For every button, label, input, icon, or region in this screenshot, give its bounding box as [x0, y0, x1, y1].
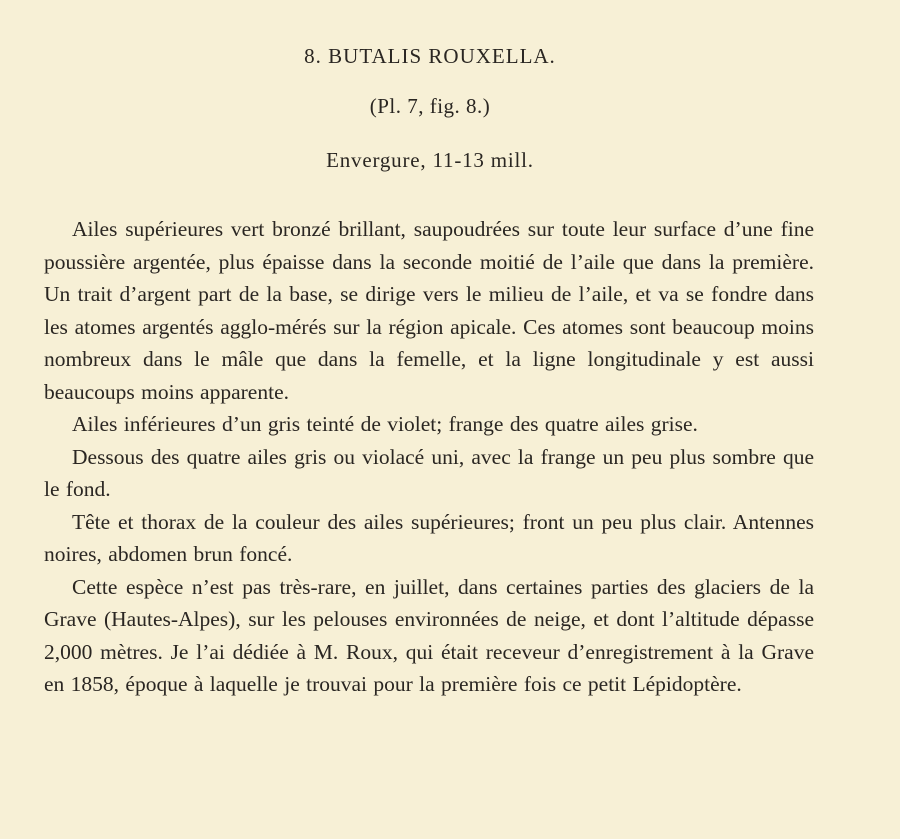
- plate-reference: (Pl. 7, fig. 8.): [369, 94, 491, 118]
- paragraph-underside: Dessous des quatre ailes gris ou violacé uni, avec la frange un peu plus sombre que le fond.: [44, 444, 814, 501]
- wingspan-line: Envergure, 11-13 mill.: [326, 148, 534, 172]
- paragraph-lower-wings: Ailes inférieures d’un gris teinté de violet; frange des quatre ailes grise.: [72, 412, 698, 436]
- paragraph-upper-wings: Ailes supérieures vert bronzé brillant, saupoudrées sur toute leur surface d’une fine poussière argentée, plus épaisse dans la seconde moitié de l’aile que dans la première. Un trait d’argent part de la base, se dirige vers le milieu de l’aile, et va se fondre dans les atomes argentés agglo-mérés sur la région apicale. Ces atomes sont beaucoup moins nombreux dans le mâle que dans la femelle, et la ligne longitudinale y est aussi beaucoups moins apparente.: [44, 217, 814, 404]
- description-body: [44, 213, 814, 701]
- paragraph-head-thorax: Tête et thorax de la couleur des ailes supérieures; front un peu plus clair. Antennes noires, abdomen brun foncé.: [44, 509, 814, 566]
- species-title: 8. BUTALIS ROUXELLA.: [304, 44, 556, 68]
- paragraph-habitat: Cette espèce n’est pas très-rare, en juillet, dans certaines parties des glaciers de la Grave (Hautes-Alpes), sur les pelouses environnées de neige, et dont l’altitude dépasse 2,000 mètres. Je l’ai dédiée à M. Roux, qui était receveur d’enregistrement à la Grave en 1858, époque à laquelle je trouvai pour la première fois ce petit Lépidoptère.: [44, 574, 814, 696]
